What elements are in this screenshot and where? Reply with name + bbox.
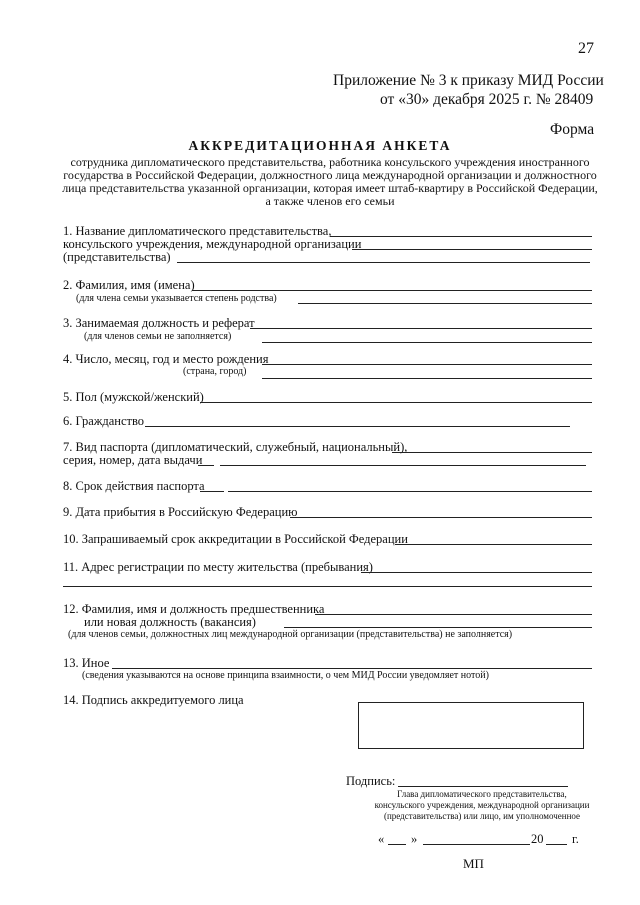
field-13-note: (сведения указываются на основе принципа взаимности, о чем МИД России уведомляет нотой) <box>82 670 489 681</box>
field-8-input[interactable] <box>228 491 592 492</box>
field-12-note: (для членов семьи, должностных лиц международной организации (представительства) не заполняется) <box>68 629 513 640</box>
date-year-input[interactable] <box>546 844 567 845</box>
field-10-label: 10. Запрашиваемый срок аккредитации в Российской Федерации <box>63 532 408 546</box>
field-13-input[interactable] <box>112 668 592 669</box>
head-signature-input[interactable] <box>398 786 568 787</box>
field-2-note: (для члена семьи указывается степень родства) <box>76 293 277 304</box>
date-day-input[interactable] <box>388 844 406 845</box>
field-1-label: 1. Название дипломатического представительства, <box>63 224 332 238</box>
date-quote-open: « <box>378 832 385 846</box>
field-6-input[interactable] <box>145 426 570 427</box>
field-1-label-2: консульского учреждения, международной организации <box>63 237 362 251</box>
field-1-input-2[interactable] <box>352 249 592 250</box>
field-3-input-2[interactable] <box>262 342 592 343</box>
field-1-label-3: (представительства) <box>63 250 171 264</box>
field-12-input-2[interactable] <box>284 627 592 628</box>
field-2-input[interactable] <box>192 290 592 291</box>
subtitle-line: а также членов его семьи <box>265 194 395 208</box>
field-6-label: 6. Гражданство <box>63 414 145 428</box>
field-4-label: 4. Число, месяц, год и место рождения <box>63 352 269 366</box>
field-12-label-2: или новая должность (вакансия) <box>84 615 256 629</box>
field-11-input-2[interactable] <box>63 586 592 587</box>
field-3-input[interactable] <box>250 328 592 329</box>
field-3-label: 3. Занимаемая должность и реферат <box>63 316 255 330</box>
subtitle-line: лица представительства указанной организации, которая имеет штаб-квартиру в Российской Федерации, <box>62 181 598 195</box>
field-7-label: 7. Вид паспорта (дипломатический, служебный, национальный), <box>63 440 408 454</box>
field-8-input-a[interactable] <box>200 491 224 492</box>
year-suffix: г. <box>572 832 579 846</box>
field-9-label: 9. Дата прибытия в Российскую Федерацию <box>63 505 298 519</box>
field-7-input[interactable] <box>392 452 592 453</box>
appendix-line: Приложение № 3 к приказу МИД России <box>333 72 604 89</box>
passport-series-input[interactable] <box>198 465 214 466</box>
field-9-input[interactable] <box>290 517 592 518</box>
field-1-input[interactable] <box>330 236 592 237</box>
field-11-label: 11. Адрес регистрации по месту жительства (пребывания) <box>63 560 373 574</box>
form-label: Форма <box>550 121 595 138</box>
field-12-label: 12. Фамилия, имя и должность предшественника <box>63 602 325 616</box>
date-quote-close: » <box>411 832 418 846</box>
signature-caption: Глава дипломатического представительства, консульского учреждения, международной организации (представительства) или лицо, им уполномоченное <box>374 789 590 821</box>
field-11-input[interactable] <box>361 572 592 573</box>
field-10-input[interactable] <box>395 544 592 545</box>
stamp-placeholder: МП <box>463 856 484 871</box>
field-3-note: (для членов семьи не заполняется) <box>84 331 232 342</box>
field-1-input-3[interactable] <box>177 262 590 263</box>
page-number: 27 <box>578 40 594 57</box>
signature-label: Подпись: <box>346 774 396 788</box>
field-4-input[interactable] <box>262 364 592 365</box>
field-4-note: (страна, город) <box>183 366 247 377</box>
subtitle-line: сотрудника дипломатического представительства, работника консульского учреждения иностранного <box>70 155 590 169</box>
field-5-label: 5. Пол (мужской/женский) <box>63 390 204 404</box>
field-12-input[interactable] <box>315 614 592 615</box>
form-title: АККРЕДИТАЦИОННАЯ АНКЕТА <box>188 138 452 153</box>
year-prefix: 20 <box>531 832 544 846</box>
field-2-input-2[interactable] <box>298 303 592 304</box>
field-8-label: 8. Срок действия паспорта <box>63 479 205 493</box>
order-date-line: от «30» декабря 2025 г. № 28409 <box>380 91 594 108</box>
field-13-label: 13. Иное <box>63 656 110 670</box>
field-14-label: 14. Подпись аккредитуемого лица <box>63 693 244 707</box>
passport-number-input[interactable] <box>220 465 586 466</box>
signature-box[interactable] <box>358 702 584 749</box>
field-4-input-2[interactable] <box>262 378 592 379</box>
field-7-label-2: серия, номер, дата выдачи <box>63 453 203 467</box>
date-month-input[interactable] <box>423 844 530 845</box>
field-5-input[interactable] <box>200 402 592 403</box>
field-2-label: 2. Фамилия, имя (имена) <box>63 278 195 292</box>
subtitle-line: государства в Российской Федерации, должностного лица международной организации и должностного <box>63 168 597 182</box>
